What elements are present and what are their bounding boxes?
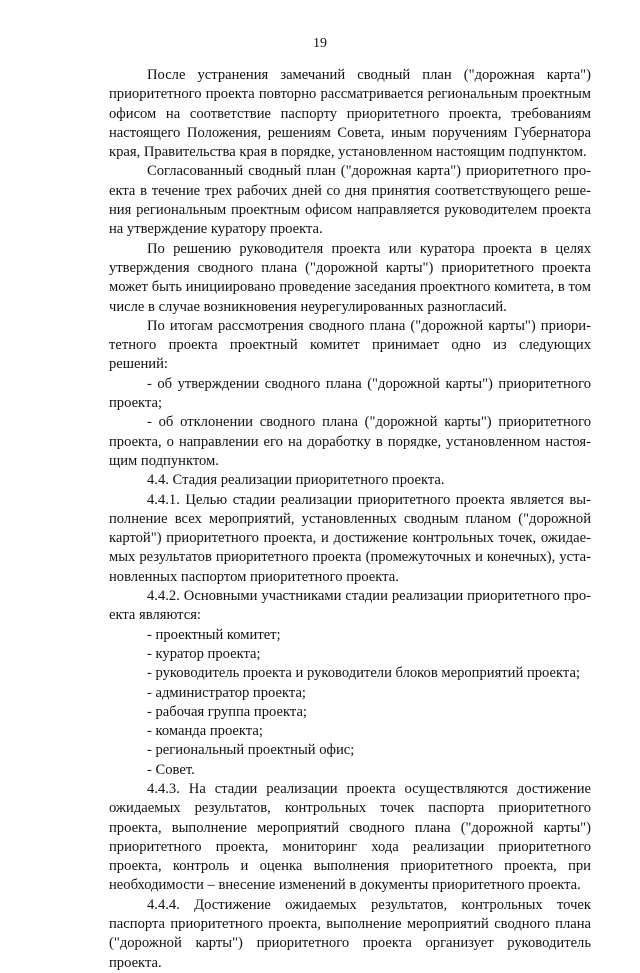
section-heading-4-4: 4.4. Стадия реализации приоритетного проекта. <box>147 472 445 489</box>
paragraph-committee-decisions: По итогам рассмотрения сводного плана ("дорожной карты") приоритетного проекта проектный комитет принимает одно из следующих решений: <box>109 317 591 373</box>
paragraph-4-4-2: 4.4.2. Основными участниками стадии реализации приоритетного проекта являются: <box>109 588 591 624</box>
paragraph-roadmap-approval-submission: Согласованный сводный план ("дорожная карта") приоритетного проекта в течение трех рабочих дней со дня принятия соответствующего решения региональным проектным офисом направляется руководителем проекта на утверждение куратору проекта. <box>109 163 591 238</box>
list-item-approval: - об утверждении сводного плана ("дорожной карты") приоритетного проекта; <box>109 375 591 412</box>
paragraph-4-4-1: 4.4.1. Целью стадии реализации приоритетного проекта является выполнение всех мероприятий, установленных сводным планом ("дорожной картой") приоритетного проекта, и достижение контрольных точек, ожидаемых результатов приоритетного проекта (промежуточных и конечных), установленных паспортом приоритетного проекта. <box>109 491 591 585</box>
list-item-participant: - руководитель проекта и руководители блоков мероприятий проекта; <box>147 665 580 682</box>
paragraph-roadmap-review: После устранения замечаний сводный план ("дорожная карта") приоритетного проекта повторно рассматривается региональным проектным офисом на соответствие паспорту приоритетного проекта, требованиям настоящего Положения, решениям Совета, иным поручениям Губернатора края, Правительства края в порядке, установленном настоящим подпунктом. <box>109 67 591 161</box>
document-body <box>109 66 591 973</box>
list-item-rejection: - об отклонении сводного плана ("дорожной карты") приоритетного проекта, о направлении его на доработку в порядке, установленном настоящим подпунктом. <box>109 414 591 469</box>
list-item-participant: - региональный проектный офис; <box>147 742 355 759</box>
page-number: 19 <box>313 36 327 51</box>
paragraph-4-4-3: 4.4.3. На стадии реализации проекта осуществляются достижение ожидаемых результатов, контрольных точек паспорта приоритетного проекта, выполнение мероприятий сводного плана ("дорожной карты") приоритетного проекта, мониторинг хода реализации приоритетного проекта, контроль и оценка выполнения приоритетного проекта, при необходимости – внесение изменений в документы приоритетного проекта. <box>109 780 591 894</box>
list-item-participant: - Совет. <box>147 761 195 778</box>
list-item-participant: - проектный комитет; <box>147 626 281 643</box>
paragraph-committee-meeting: По решению руководителя проекта или куратора проекта в целях утверждения сводного плана ("дорожной карты") приоритетного проекта может быть инициировано проведение заседания проектного комитета, в том числе в случае возникновения неурегулированных разногласий. <box>109 240 591 315</box>
list-item-participant: - рабочая группа проекта; <box>147 703 307 720</box>
paragraph-4-4-4: 4.4.4. Достижение ожидаемых результатов, контрольных точек паспорта приоритетного проекта, выполнение мероприятий сводного плана ("дорожной карты") приоритетного проекта организует руководитель проекта. <box>109 896 591 971</box>
list-item-participant: - команда проекта; <box>147 723 263 740</box>
list-item-participant: - администратор проекта; <box>147 684 306 701</box>
list-item-participant: - куратор проекта; <box>147 645 261 662</box>
